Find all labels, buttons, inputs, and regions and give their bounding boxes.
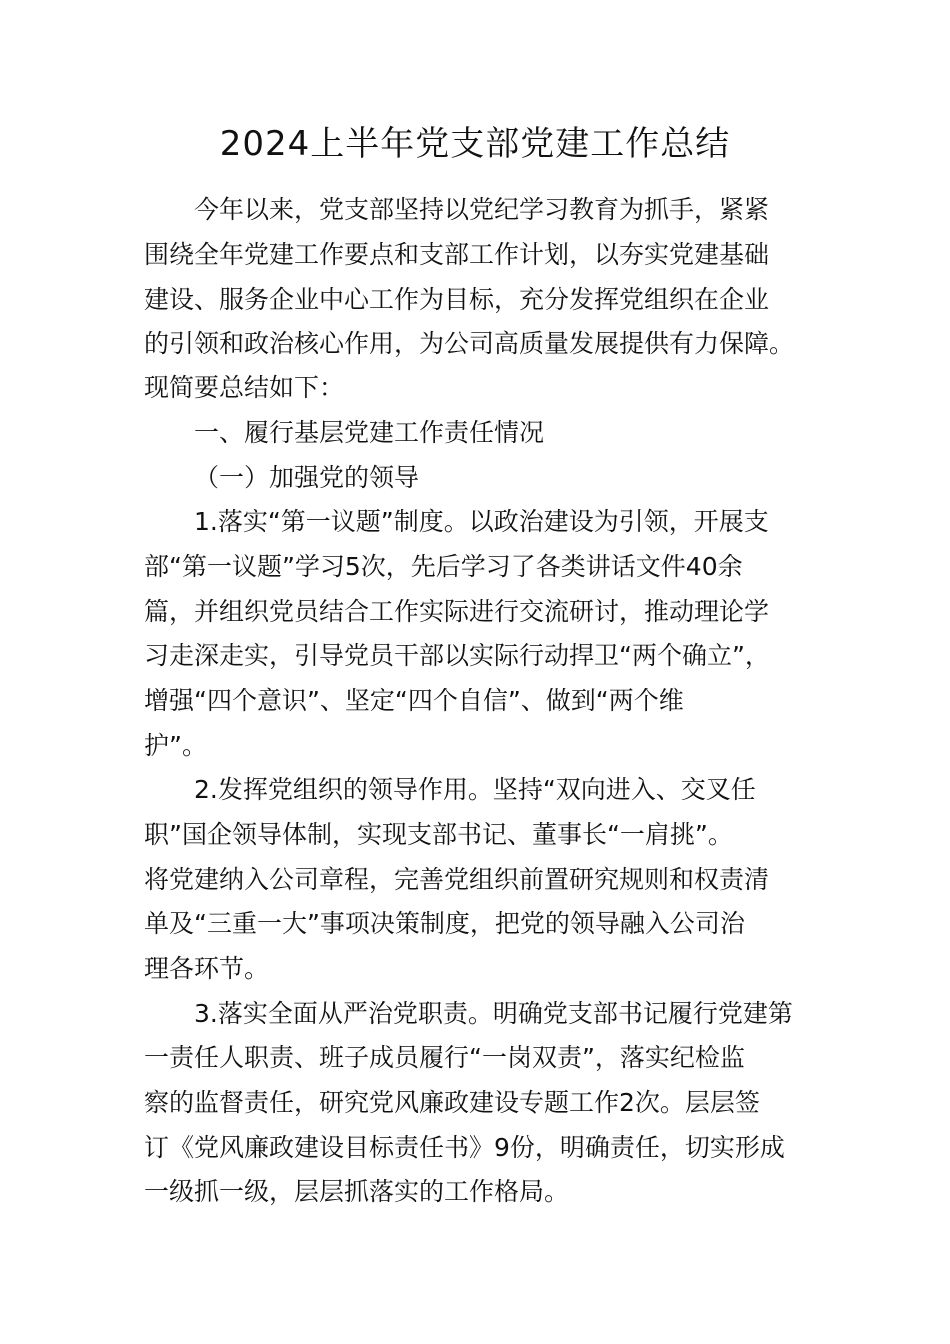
document-title: 2024上半年党支部党建工作总结 bbox=[219, 124, 731, 164]
paragraph-line: 2.发挥党组织的领导作用。坚持“双向进入、交叉任 bbox=[194, 775, 756, 804]
paragraph-line: 现简要总结如下： bbox=[144, 373, 345, 402]
paragraph-line: 篇，并组织党员结合工作实际进行交流研讨，推动理论学 bbox=[144, 597, 770, 626]
paragraph-line: 订《党风廉政建设目标责任书》9份，明确责任，切实形成 bbox=[144, 1133, 785, 1162]
paragraph-line: 围绕全年党建工作要点和支部工作计划，以夯实党建基础 bbox=[144, 240, 770, 269]
paragraph-line: 建设、服务企业中心工作为目标，充分发挥党组织在企业 bbox=[144, 285, 770, 314]
paragraph-line: 3.落实全面从严治党职责。明确党支部书记履行党建第 bbox=[194, 999, 793, 1028]
paragraph-line: 的引领和政治核心作用，为公司高质量发展提供有力保障。 bbox=[144, 329, 795, 358]
subsection-heading: （一）加强党的领导 bbox=[194, 463, 420, 492]
paragraph-line: 一责任人职责、班子成员履行“一岗双责”，落实纪检监 bbox=[144, 1043, 745, 1072]
paragraph-line: 理各环节。 bbox=[144, 954, 270, 983]
paragraph-line: 职”国企领导体制，实现支部书记、董事长“一肩挑”。 bbox=[144, 820, 733, 849]
paragraph-line: 增强“四个意识”、坚定“四个自信”、做到“两个维 bbox=[144, 686, 684, 715]
paragraph-line: 今年以来，党支部坚持以党纪学习教育为抓手，紧紧 bbox=[194, 195, 770, 224]
paragraph-line: 1.落实“第一议题”制度。以政治建设为引领，开展支 bbox=[194, 507, 769, 536]
paragraph-line: 部“第一议题”学习5次，先后学习了各类讲话文件40余 bbox=[144, 552, 743, 581]
paragraph-line: 习走深走实，引导党员干部以实际行动捍卫“两个确立”， bbox=[144, 641, 770, 670]
paragraph-line: 察的监督责任，研究党风廉政建设专题工作2次。层层签 bbox=[144, 1088, 760, 1117]
section-heading: 一、履行基层党建工作责任情况 bbox=[194, 418, 545, 447]
paragraph-line: 一级抓一级，层层抓落实的工作格局。 bbox=[144, 1177, 570, 1206]
paragraph-line: 将党建纳入公司章程，完善党组织前置研究规则和权责清 bbox=[144, 865, 770, 894]
paragraph-line: 单及“三重一大”事项决策制度，把党的领导融入公司治 bbox=[144, 909, 745, 938]
paragraph-line: 护”。 bbox=[144, 731, 207, 760]
